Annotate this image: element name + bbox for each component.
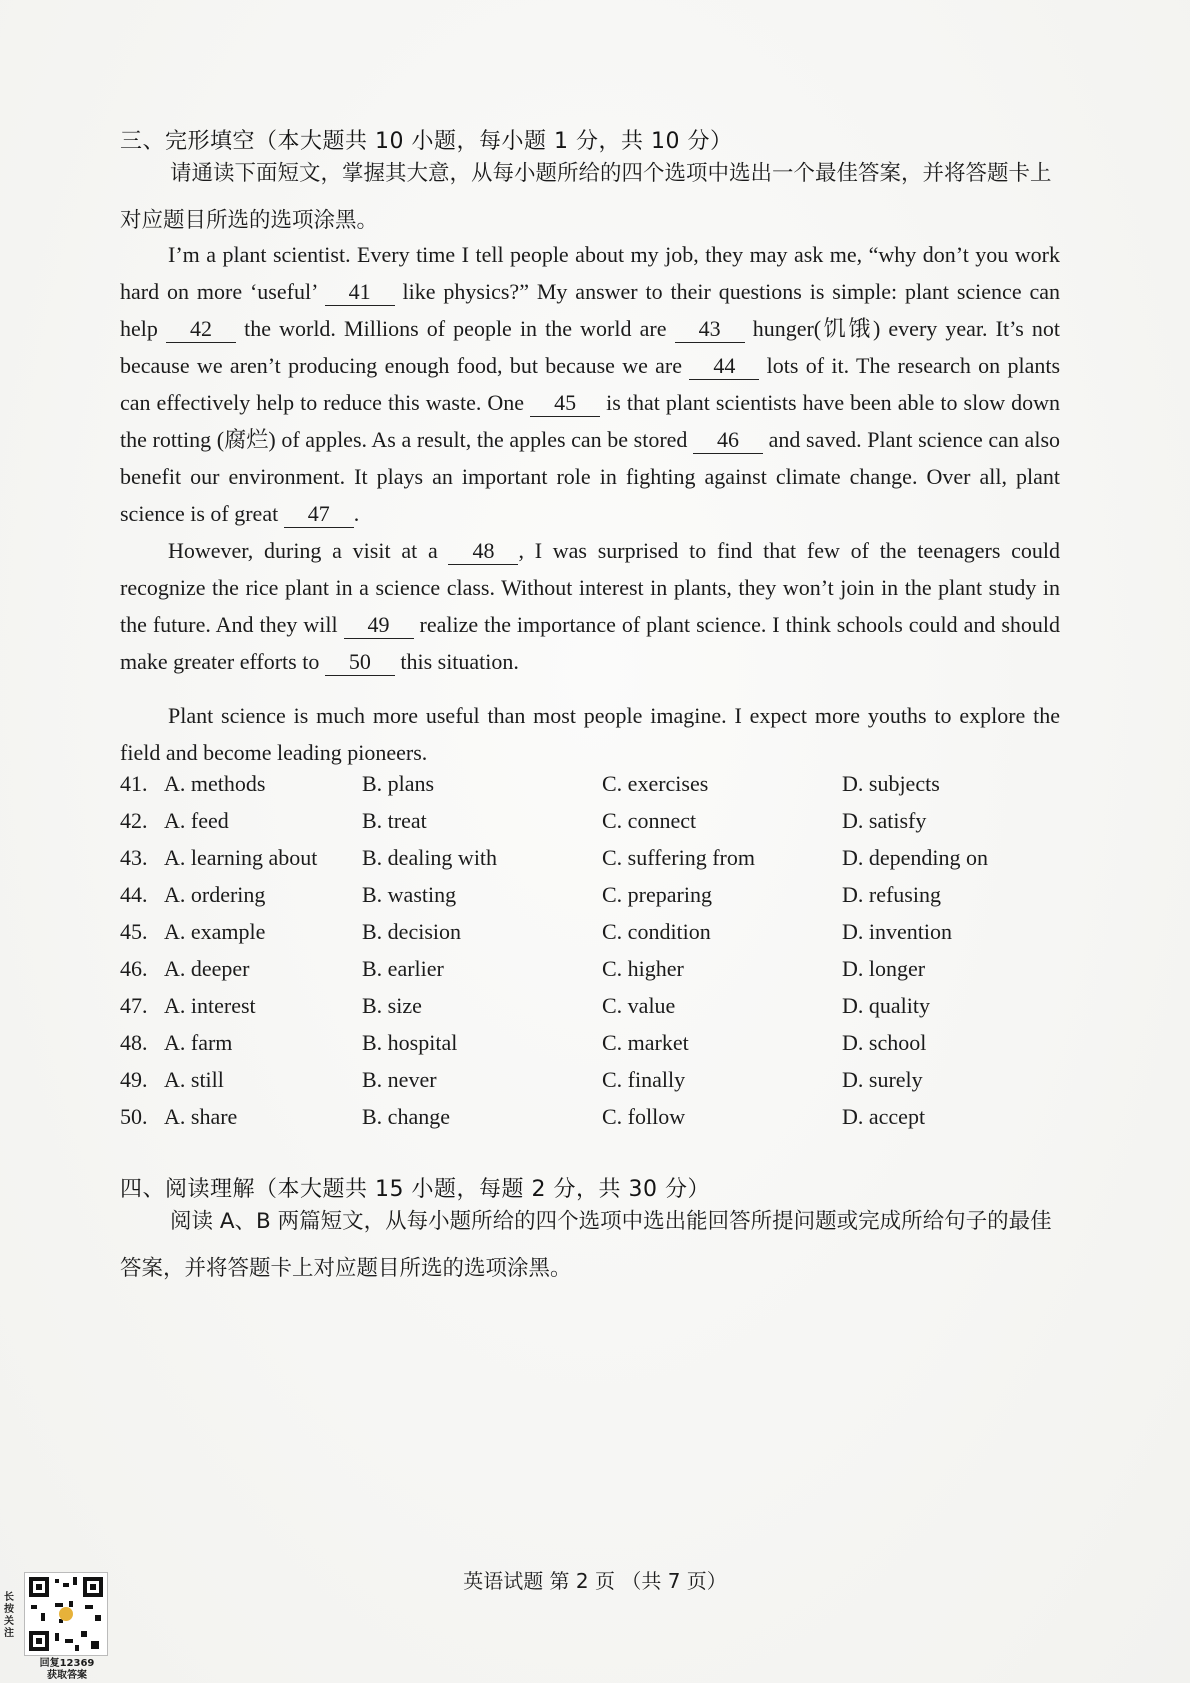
question-row xyxy=(120,1067,1080,1104)
blank-42: 42 xyxy=(166,316,236,343)
option-a: A. feed xyxy=(164,808,229,833)
option-c: C. higher xyxy=(602,956,684,981)
blank-49: 49 xyxy=(344,612,414,639)
question-number: 44. xyxy=(120,882,148,907)
blank-47: 47 xyxy=(284,501,354,528)
option-d: D. surely xyxy=(842,1067,923,1092)
passage-paragraph-2 xyxy=(120,532,1060,680)
passage-text: is that plant scientists have been able to slow down the rotting (腐烂) of apples. As a result, the apples can be stored xyxy=(120,390,1061,452)
qr-side-label: 长按关注 xyxy=(4,1592,14,1639)
question-number: 42. xyxy=(120,808,148,833)
blank-43: 43 xyxy=(675,316,745,343)
question-row xyxy=(120,882,1080,919)
qr-caption-line1: 回复12369 xyxy=(39,1658,95,1669)
question-number: 43. xyxy=(120,845,148,870)
option-c: C. preparing xyxy=(602,882,712,907)
question-number: 45. xyxy=(120,919,148,944)
passage-paragraph-3: Plant science is much more useful than most people imagine. I expect more youths to explore the field and become leading pioneers. xyxy=(120,703,1060,765)
options-list xyxy=(120,771,1080,1141)
section3-heading: 三、完形填空（本大题共 10 小题，每小题 1 分，共 10 分） xyxy=(120,129,733,154)
question-row xyxy=(120,1030,1080,1067)
option-b: B. wasting xyxy=(362,882,457,907)
passage-text: and saved. Plant science can also benefit our environment. It plays an important role in fighting against climate change. Over all, plant science is of great xyxy=(120,427,1061,526)
option-b: B. size xyxy=(362,993,422,1018)
question-number: 48. xyxy=(120,1030,148,1055)
blank-48: 48 xyxy=(448,538,518,565)
option-c: C. finally xyxy=(602,1067,686,1092)
option-c: C. connect xyxy=(602,808,697,833)
blank-46: 46 xyxy=(693,427,763,454)
option-a: A. farm xyxy=(164,1030,233,1055)
option-c: C. exercises xyxy=(602,771,709,796)
option-a: A. example xyxy=(164,919,266,944)
qr-code-icon[interactable] xyxy=(24,1572,108,1656)
option-d: D. longer xyxy=(842,956,926,981)
option-d: D. depending on xyxy=(842,845,989,870)
passage-text: the world. Millions of people in the world are xyxy=(236,316,675,341)
section3-instruction: 请通读下面短文，掌握其大意，从每小题所给的四个选项中选出一个最佳答案，并将答题卡上对应题目所选的选项涂黑。 xyxy=(120,161,1052,233)
section4-instruction: 阅读 A、B 两篇短文，从每小题所给的四个选项中选出能回答所提问题或完成所给句子的最佳答案，并将答题卡上对应题目所选的选项涂黑。 xyxy=(120,1209,1052,1281)
passage-text: I’m a plant scientist. Every time I tell people about my job, they may ask me, “why don’t you work hard on more ‘useful’ xyxy=(120,242,1060,304)
option-d: D. school xyxy=(842,1030,927,1055)
passage-text: lots of it. The research on plants can effectively help to reduce this waste. One xyxy=(120,353,1061,415)
option-c: C. suffering from xyxy=(602,845,755,870)
blank-44: 44 xyxy=(689,353,759,380)
blank-41: 41 xyxy=(325,279,395,306)
option-d: D. accept xyxy=(842,1104,926,1129)
option-b: B. decision xyxy=(362,919,461,944)
question-number: 46. xyxy=(120,956,148,981)
qr-promo[interactable] xyxy=(4,1572,108,1680)
passage-text: , I was surprised to find that few of the teenagers could recognize the rice plant in a science class. Without interest in plants, they won’t join in the plant study in the future. And they will xyxy=(120,538,1060,637)
option-d: D. refusing xyxy=(842,882,941,907)
passage-paragraph-1 xyxy=(120,236,1060,532)
option-c: C. value xyxy=(602,993,676,1018)
question-row xyxy=(120,808,1080,845)
option-a: A. still xyxy=(164,1067,224,1092)
option-b: B. plans xyxy=(362,771,435,796)
question-row xyxy=(120,771,1080,808)
option-a: A. interest xyxy=(164,993,256,1018)
question-number: 50. xyxy=(120,1104,148,1129)
qr-caption-line2: 获取答案 xyxy=(47,1670,87,1681)
question-row xyxy=(120,956,1080,993)
option-a: A. deeper xyxy=(164,956,250,981)
option-c: C. condition xyxy=(602,919,711,944)
blank-45: 45 xyxy=(530,390,600,417)
passage-text: like physics?” My answer to their questions is simple: plant science can help xyxy=(120,279,1061,341)
question-row xyxy=(120,1104,1080,1141)
option-a: A. methods xyxy=(164,771,266,796)
blank-50: 50 xyxy=(325,649,395,676)
page-footer: 英语试题 第 2 页 （共 7 页） xyxy=(463,1569,727,1593)
option-d: D. invention xyxy=(842,919,952,944)
option-c: C. follow xyxy=(602,1104,686,1129)
option-b: B. treat xyxy=(362,808,427,833)
option-a: A. learning about xyxy=(164,845,318,870)
option-d: D. satisfy xyxy=(842,808,927,833)
question-number: 47. xyxy=(120,993,148,1018)
option-d: D. subjects xyxy=(842,771,940,796)
passage-text: hunger(饥饿) every year. It’s not because we aren’t producing enough food, but because we are xyxy=(120,316,1060,378)
option-b: B. earlier xyxy=(362,956,444,981)
option-b: B. change xyxy=(362,1104,450,1129)
passage-text: this situation. xyxy=(394,649,519,674)
question-row xyxy=(120,845,1080,882)
option-b: B. hospital xyxy=(362,1030,458,1055)
option-b: B. never xyxy=(362,1067,437,1092)
question-row xyxy=(120,993,1080,1030)
section4-heading: 四、阅读理解（本大题共 15 小题，每题 2 分，共 30 分） xyxy=(120,1177,710,1202)
passage-text: However, during a visit at a xyxy=(168,538,449,563)
question-number: 49. xyxy=(120,1067,148,1092)
qr-caption xyxy=(22,1658,112,1682)
option-a: A. ordering xyxy=(164,882,266,907)
option-b: B. dealing with xyxy=(362,845,498,870)
option-c: C. market xyxy=(602,1030,689,1055)
passage-text: . xyxy=(353,501,360,526)
option-a: A. share xyxy=(164,1104,238,1129)
option-d: D. quality xyxy=(842,993,930,1018)
question-number: 41. xyxy=(120,771,148,796)
question-row xyxy=(120,919,1080,956)
passage-text: realize the importance of plant science. I think schools could and should make greater efforts to xyxy=(120,612,1061,674)
